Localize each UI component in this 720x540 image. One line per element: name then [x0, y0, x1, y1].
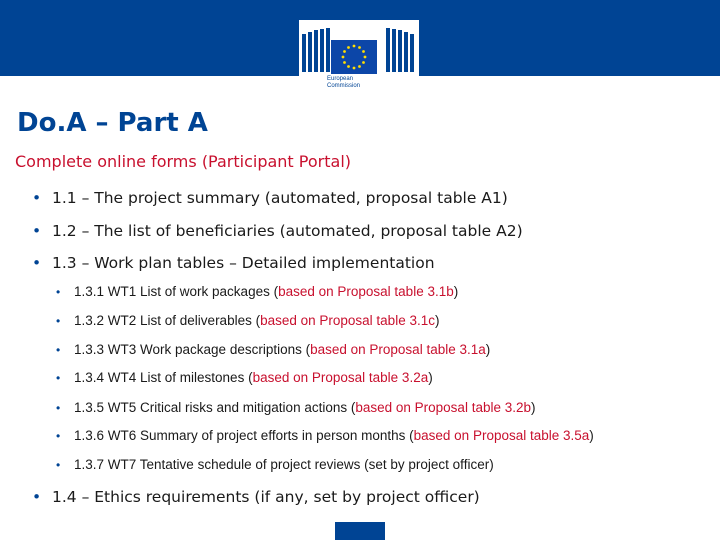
- sub-item-text: 1.3.2 WT2 List of deliverables (: [74, 313, 261, 328]
- sub-list-item: [56, 457, 494, 472]
- sub-list-item: [56, 313, 439, 328]
- sub-list-item: [56, 284, 458, 299]
- list-item-label: 1.4 – Ethics requirements (if any, set by project officer): [52, 488, 480, 506]
- logo-wordmark: [327, 76, 407, 90]
- bullet-icon: •: [56, 429, 61, 443]
- bullet-icon: •: [56, 458, 61, 472]
- logo-line-2: Commission: [327, 83, 361, 89]
- proposal-table-reference: based on Proposal table 3.2b: [355, 400, 531, 415]
- section-subtitle: Complete online forms (Participant Portal): [15, 152, 351, 171]
- sub-item-text: 1.3.3 WT3 Work package descriptions (: [74, 342, 311, 357]
- sub-item-text: 1.3.5 WT5 Critical risks and mitigation actions (: [74, 400, 356, 415]
- bullet-icon: •: [56, 314, 61, 328]
- bullet-icon: •: [32, 189, 42, 207]
- sub-item-text: 1.3.6 WT6 Summary of project efforts in person months (: [74, 428, 414, 443]
- sub-item-end: ): [428, 370, 433, 385]
- logo-line-1: European: [327, 76, 354, 82]
- list-item-label: 1.2 – The list of beneficiaries (automated, proposal table A2): [52, 222, 523, 240]
- sub-item-text: 1.3.1 WT1 List of work packages (: [74, 284, 279, 299]
- page-title: Do.A – Part A: [17, 108, 208, 138]
- eu-flag-icon: [331, 40, 377, 74]
- sub-item-text: 1.3.4 WT4 List of milestones (: [74, 370, 253, 385]
- sub-item-end: ): [589, 428, 594, 443]
- list-item: [32, 222, 523, 240]
- bullet-icon: •: [56, 343, 61, 357]
- bullet-icon: •: [56, 285, 61, 299]
- proposal-table-reference: based on Proposal table 3.1c: [260, 313, 435, 328]
- list-item-label: 1.1 – The project summary (automated, proposal table A1): [52, 189, 508, 207]
- sub-item-end: ): [453, 284, 459, 299]
- sub-list-item: [56, 400, 536, 415]
- proposal-table-reference: based on Proposal table 3.5a: [413, 428, 590, 443]
- proposal-table-reference: based on Proposal table 3.1b: [278, 284, 454, 299]
- bullet-icon: •: [32, 222, 42, 240]
- list-item: [32, 189, 508, 207]
- footer-tab: [335, 522, 385, 540]
- bullet-icon: •: [32, 254, 42, 272]
- sub-item-text: 1.3.7 WT7 Tentative schedule of project reviews (set by project officer): [74, 457, 494, 472]
- sub-item-end: ): [485, 342, 491, 357]
- bullet-icon: •: [56, 401, 61, 415]
- proposal-table-reference: based on Proposal table 3.1a: [310, 342, 486, 357]
- sub-item-end: ): [434, 313, 440, 328]
- eu-stars-icon: [331, 40, 377, 74]
- sub-list-item: [56, 370, 433, 385]
- sub-item-end: ): [531, 400, 536, 415]
- sub-list-item: [56, 428, 594, 443]
- list-item: [32, 254, 435, 272]
- sub-list-item: [56, 342, 490, 357]
- list-item: [32, 488, 480, 506]
- bullet-icon: •: [32, 488, 42, 506]
- proposal-table-reference: based on Proposal table 3.2a: [252, 370, 429, 385]
- list-item-label: 1.3 – Work plan tables – Detailed implementation: [52, 254, 435, 272]
- bullet-icon: •: [56, 371, 61, 385]
